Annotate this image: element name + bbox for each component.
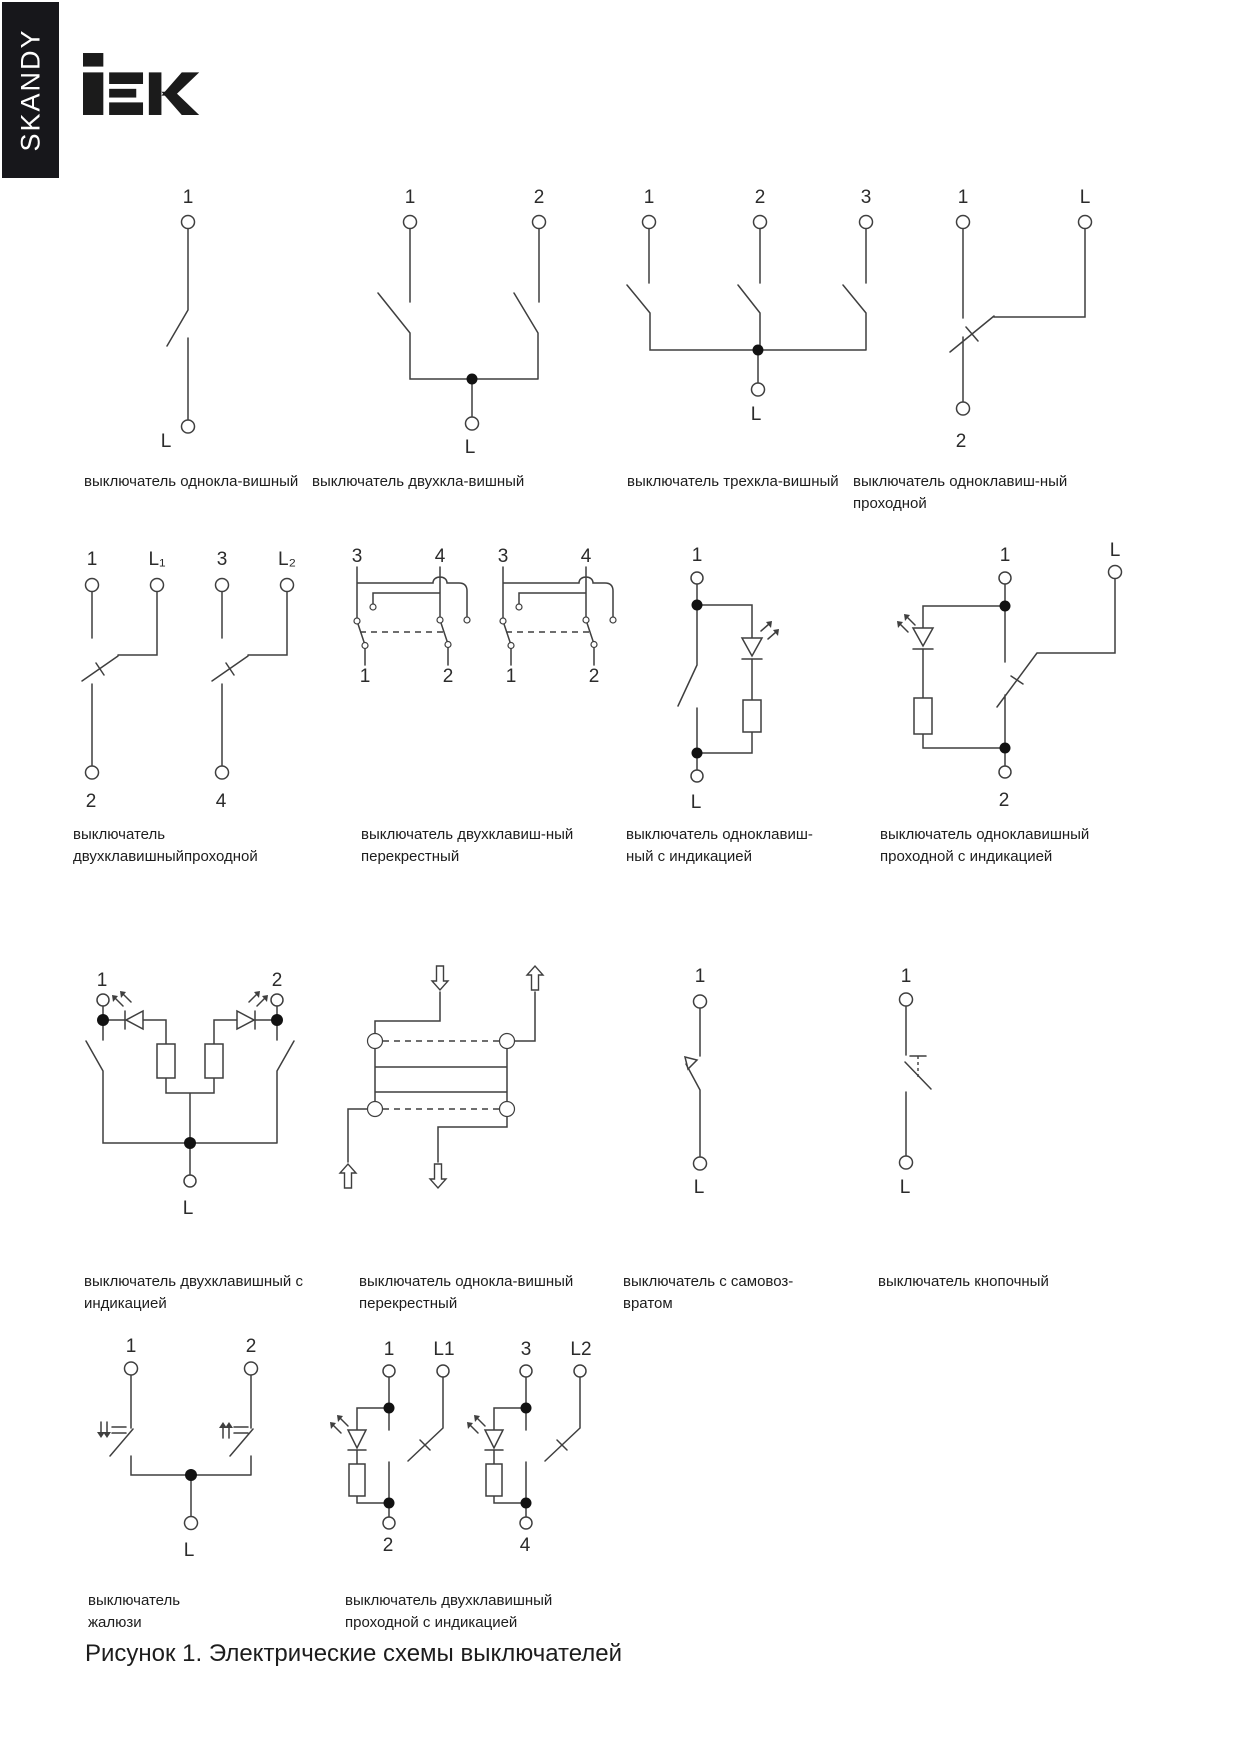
terminal [754, 216, 767, 229]
terminal-label: 1 [643, 187, 655, 208]
terminal-label: 1 [182, 187, 194, 208]
caption-line: индикацией [84, 1295, 167, 1312]
caption-single-key [84, 471, 298, 493]
arrow-up-icon [527, 966, 543, 990]
caption-single-key-crossover [359, 1271, 573, 1315]
diagram-push-button [900, 966, 932, 1198]
diagram-momentary [685, 966, 707, 1198]
terminal-label: L₂ [278, 549, 296, 570]
caption-line: проходной с индикацией [880, 848, 1053, 865]
contact [464, 617, 470, 623]
terminal [216, 579, 229, 592]
diagram-single-key-two-way [950, 187, 1092, 452]
caption-three-key [627, 471, 839, 493]
diagram-two-key-crossover [352, 546, 616, 687]
contact [500, 618, 506, 624]
terminal-label: 2 [533, 187, 545, 208]
terminal-label: L [750, 404, 762, 425]
caption-line: выключатель одноклавиш-ный [853, 473, 1068, 490]
arrow-down-icon [432, 966, 448, 990]
terminal [182, 420, 195, 433]
wires [86, 1006, 294, 1175]
terminal-label: L [693, 1177, 705, 1198]
contact [508, 643, 514, 649]
wires [82, 592, 287, 767]
terminal-label: 2 [245, 1336, 257, 1357]
junction-dot [384, 1498, 395, 1509]
terminal [691, 770, 703, 782]
caption-two-key [312, 471, 524, 493]
terminal-label: 1 [383, 1339, 395, 1360]
terminal-label: L [183, 1540, 195, 1561]
terminal [245, 1362, 258, 1375]
terminal [520, 1517, 532, 1529]
junction-dot [753, 345, 764, 356]
caption-line: выключатель одноклавиш- [626, 826, 813, 843]
terminal [383, 1517, 395, 1529]
terminal [86, 766, 99, 779]
terminal [900, 1156, 913, 1169]
contact [362, 643, 368, 649]
led-icon [897, 614, 933, 649]
wires [923, 579, 1115, 767]
caption-line: выключатель двухклавишный [345, 1592, 553, 1609]
diagram-shutter [97, 1336, 258, 1561]
terminal [466, 417, 479, 430]
caption-line: выключатель однокла-вишный [84, 473, 299, 490]
junction-dot [97, 1014, 109, 1026]
terminal-label: 3 [497, 546, 509, 567]
contact [445, 642, 451, 648]
junction-dot [692, 600, 703, 611]
led-icon [237, 991, 268, 1029]
led-icon [330, 1415, 366, 1450]
junction-dot [521, 1403, 532, 1414]
junction-dot [384, 1403, 395, 1414]
diagram-two-key [378, 187, 546, 458]
terminal-label: L1 [433, 1339, 455, 1360]
contact [583, 617, 589, 623]
contact [368, 1034, 383, 1049]
wires [348, 992, 535, 1162]
caption-line: двухклавишныйпроходной [73, 848, 258, 865]
arrow-down-icon [430, 1164, 446, 1188]
terminal-label: 2 [588, 666, 600, 687]
caption-two-key-two-way-indicator [345, 1590, 552, 1634]
caption-shutter [88, 1590, 180, 1634]
terminal [437, 1365, 449, 1377]
resistor [349, 1464, 365, 1496]
terminal [957, 216, 970, 229]
diagram-single-key [161, 187, 195, 452]
terminal-label: 2 [382, 1535, 394, 1556]
terminal [182, 216, 195, 229]
junction-dot [184, 1137, 196, 1149]
wires [627, 229, 866, 384]
led-icon [112, 991, 143, 1029]
terminal [860, 216, 873, 229]
terminal-label: L2 [570, 1339, 592, 1360]
terminal [97, 994, 109, 1006]
resistor [914, 698, 932, 734]
terminal-label: 2 [442, 666, 454, 687]
terminal-label: 1 [999, 545, 1011, 566]
caption-line: выключатель [88, 1592, 181, 1609]
caption-single-key-indicator [626, 824, 813, 868]
contact [437, 617, 443, 623]
terminal-label: 3 [860, 187, 872, 208]
diagram-two-key-indicator [86, 970, 294, 1219]
diagram-two-key-two-way-indicator [330, 1339, 592, 1556]
contact [370, 604, 376, 610]
terminal [86, 579, 99, 592]
caption-single-key-two-way [853, 471, 1067, 515]
terminal-label: 4 [580, 546, 592, 567]
terminal-label: 1 [404, 187, 416, 208]
wires [167, 229, 188, 420]
wires [101, 1375, 253, 1517]
caption-line: вратом [623, 1295, 673, 1312]
terminal [184, 1175, 196, 1187]
contact [354, 618, 360, 624]
terminal [533, 216, 546, 229]
wires [678, 584, 752, 770]
terminal-label: 4 [434, 546, 446, 567]
terminal [643, 216, 656, 229]
wires [378, 229, 539, 418]
terminal [216, 766, 229, 779]
terminal-label: 4 [215, 791, 227, 812]
terminal-label: L [160, 431, 172, 452]
junction-dot [467, 374, 478, 385]
contact [500, 1034, 515, 1049]
terminal [185, 1517, 198, 1530]
contact [500, 1102, 515, 1117]
caption-line: выключатель одноклавишный [880, 826, 1090, 843]
terminal-label: L [182, 1198, 194, 1219]
diagram-single-key-indicator [678, 545, 779, 813]
caption-line: перекрестный [361, 848, 460, 865]
caption-line: проходной [853, 495, 927, 512]
contact [591, 642, 597, 648]
terminal-label: 4 [519, 1535, 531, 1556]
banner-label: SKANDY [15, 28, 45, 152]
contact [368, 1102, 383, 1117]
terminal-label: 1 [359, 666, 371, 687]
caption-single-key-two-way-indicator [880, 824, 1089, 868]
terminal [691, 572, 703, 584]
terminal-label: 1 [125, 1336, 137, 1357]
terminal [694, 1157, 707, 1170]
arrow-down-icon [103, 1432, 111, 1438]
terminal-label: 2 [271, 970, 283, 991]
wires [905, 1006, 931, 1156]
junction-dot [271, 1014, 283, 1026]
junction-dot [1000, 743, 1011, 754]
terminal [383, 1365, 395, 1377]
terminal-label: 1 [691, 545, 703, 566]
terminal [752, 383, 765, 396]
arrow-up-icon [340, 1164, 356, 1188]
terminal-label: 2 [754, 187, 766, 208]
caption-line: выключатель трехкла-вишный [627, 473, 839, 490]
terminal [281, 579, 294, 592]
caption-line: выключатель однокла-вишный [359, 1273, 574, 1290]
terminal [404, 216, 417, 229]
terminal [151, 579, 164, 592]
terminal [957, 402, 970, 415]
mechanical-link [383, 1041, 499, 1109]
terminal [271, 994, 283, 1006]
caption-line: перекрестный [359, 1295, 458, 1312]
terminal-label: 2 [85, 791, 97, 812]
junction-dot [521, 1498, 532, 1509]
contact [516, 604, 522, 610]
caption-line: ный с индикацией [626, 848, 752, 865]
caption-line: выключатель двухклавишный с [84, 1273, 303, 1290]
terminal-label: 1 [86, 549, 98, 570]
terminal-label: 1 [505, 666, 517, 687]
caption-line: выключатель двухкла-вишный [312, 473, 525, 490]
wires [357, 1377, 580, 1517]
terminal-label: 1 [694, 966, 706, 987]
wires [357, 567, 613, 665]
caption-two-key-two-way [73, 824, 258, 868]
wires [686, 1008, 700, 1157]
terminal-label: L [1109, 540, 1121, 561]
resistor [743, 700, 761, 732]
terminal [999, 572, 1011, 584]
diagram-single-key-crossover [340, 966, 543, 1188]
terminal [694, 995, 707, 1008]
terminal [574, 1365, 586, 1377]
caption-line: жалюзи [88, 1614, 142, 1631]
terminal [125, 1362, 138, 1375]
diagram-two-key-two-way [82, 549, 296, 812]
led-icon [467, 1415, 503, 1450]
figure-caption: Рисунок 1. Электрические схемы выключателей [85, 1640, 623, 1667]
resistor [486, 1464, 502, 1496]
resistor [157, 1044, 175, 1078]
terminal [999, 766, 1011, 778]
wires [950, 229, 1085, 403]
terminal-label: 1 [900, 966, 912, 987]
terminal-label: 1 [96, 970, 108, 991]
caption-two-key-indicator [84, 1271, 303, 1315]
arrow-up-icon [225, 1422, 233, 1428]
terminal [1079, 216, 1092, 229]
terminal-label: 3 [351, 546, 363, 567]
diagram-three-key [627, 187, 873, 425]
caption-line: выключатель двухклавиш-ный [361, 826, 574, 843]
terminal-label: L [464, 437, 476, 458]
caption-push-button [878, 1271, 1049, 1293]
caption-line: выключатель с самовоз- [623, 1273, 794, 1290]
terminal [900, 993, 913, 1006]
terminal-label: L₁ [148, 549, 166, 570]
terminal-label: 1 [957, 187, 969, 208]
caption-line: выключатель [73, 826, 166, 843]
caption-momentary [623, 1271, 793, 1315]
contact [610, 617, 616, 623]
terminal-label: 2 [955, 431, 967, 452]
junction-dot [692, 748, 703, 759]
spring-return-mark [685, 1057, 697, 1069]
terminal-label: 3 [216, 549, 228, 570]
led-icon [742, 621, 779, 659]
caption-line: выключатель кнопочный [878, 1273, 1049, 1290]
terminal-label: 2 [998, 790, 1010, 811]
diagram-single-key-two-way-indicator [897, 540, 1122, 811]
resistor [205, 1044, 223, 1078]
terminal-label: 3 [520, 1339, 532, 1360]
junction-dot [185, 1469, 197, 1481]
terminal-label: L [1079, 187, 1091, 208]
junction-dot [1000, 601, 1011, 612]
terminal [1109, 566, 1122, 579]
terminal-label: L [899, 1177, 911, 1198]
caption-line: проходной с индикацией [345, 1614, 518, 1631]
caption-two-key-crossover [361, 824, 573, 868]
terminal-label: L [690, 792, 702, 813]
terminal [520, 1365, 532, 1377]
